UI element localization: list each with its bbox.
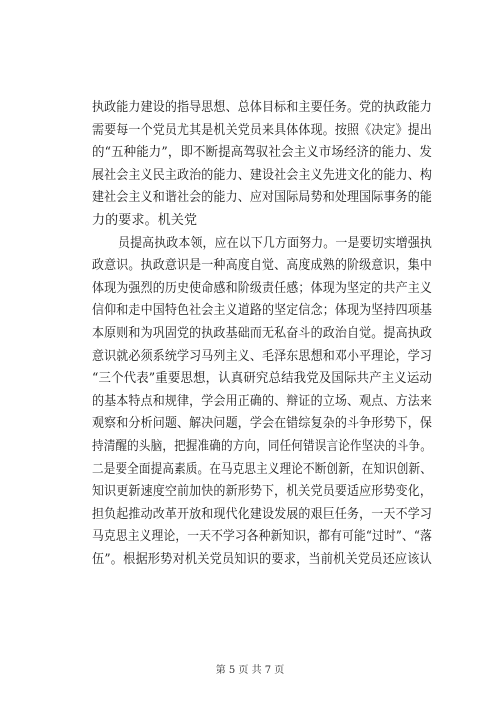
page-footer: [0, 664, 500, 678]
text-line: 的基本特点和规律，学会用正确的、辩证的立场、观点、方法来: [92, 393, 432, 409]
text-line: 意识就必须系统学习马列主义、毛泽东思想和邓小平理论，学习: [92, 348, 432, 364]
text-line: 员提高执政本领，应在以下几方面努力。一是要切实增强执: [118, 235, 433, 251]
text-line: 马克思主义理论，一天不学习各种新知识，都有可能“过时”、“落: [92, 529, 433, 545]
text-line: 体现为强烈的历史使命感和阶级责任感；体现为坚定的共产主义: [92, 280, 432, 296]
text-line: 政意识。执政意识是一种高度自觉、高度成熟的阶级意识，集中: [92, 258, 432, 274]
text-line: “三个代表”重要思想，认真研究总结我党及国际共产主义运动: [92, 371, 433, 387]
text-line: 力的要求。机关党: [92, 212, 198, 228]
text-line: 建社会主义和谐社会的能力、应对国际局势和处理国际事务的能: [92, 190, 432, 206]
text-line: 的“五种能力”，即不断提高驾驭社会主义市场经济的能力、发: [92, 145, 433, 161]
text-line: 信仰和走中国特色社会主义道路的坚定信念；体现为坚持四项基: [92, 303, 432, 319]
text-line: 知识更新速度空前加快的新形势下，机关党员要适应形势变化，: [92, 484, 432, 500]
text-line: 持清醒的头脑，把握准确的方向，同任何错误言论作坚决的斗争。: [92, 438, 432, 454]
text-line: 观察和分析问题、解决问题，学会在错综复杂的斗争形势下，保: [92, 416, 432, 432]
text-line: 执政能力建设的指导思想、总体目标和主要任务。党的执政能力: [92, 100, 432, 115]
text-line: 需要每一个党员尤其是机关党员来具体体现。按照《决定》提出: [92, 122, 432, 138]
text-line: 担负起推动改革开放和现代化建设发展的艰巨任务，一天不学习: [92, 506, 432, 522]
text-line: 二是要全面提高素质。在马克思主义理论不断创新，在知识创新、: [92, 461, 432, 477]
text-line: 伍”。根据形势对机关党员知识的要求，当前机关党员还应该认: [92, 551, 433, 567]
body-text: [92, 97, 432, 571]
text-line: 本原则和为巩固党的执政基础而无私奋斗的政治自觉。提高执政: [92, 325, 432, 341]
text-line: 展社会主义民主政治的能力、建设社会主义先进文化的能力、构: [92, 167, 432, 183]
page-number: 第 5 页 共 7 页: [215, 665, 285, 676]
